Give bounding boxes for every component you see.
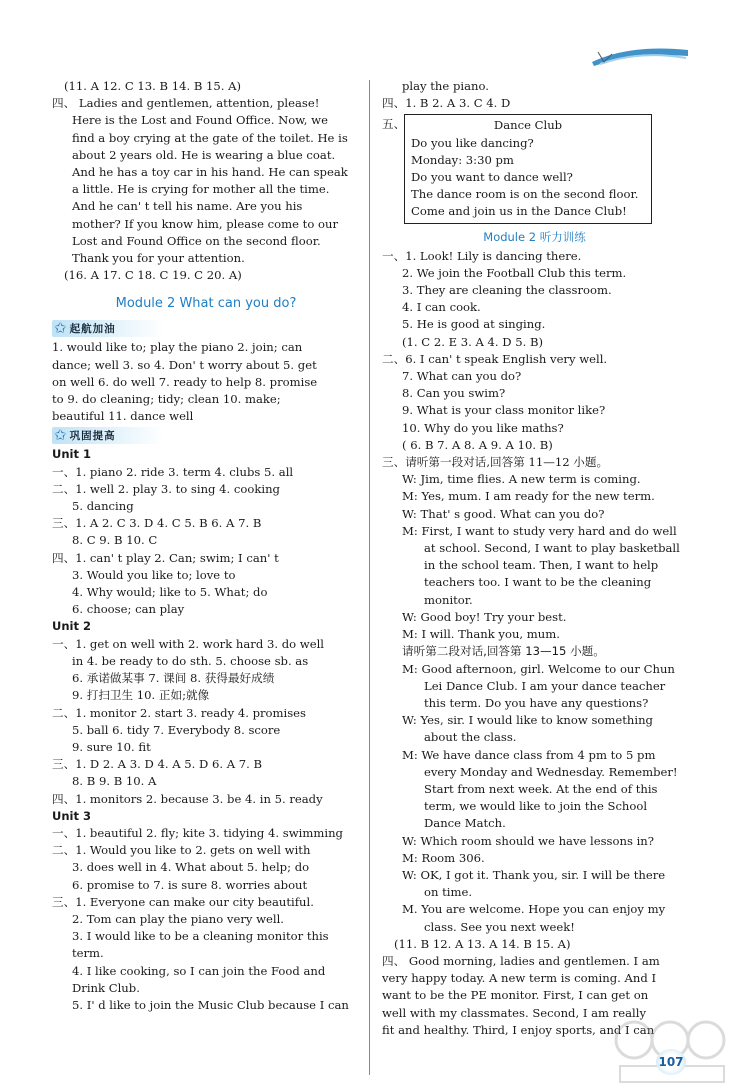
dialog-line: term, we would like to join the School	[424, 799, 648, 814]
dialog-line: W: Good boy! Try your best.	[402, 609, 567, 624]
dialog-line: in the school team. Then, I want to help	[424, 558, 659, 573]
passage-line: Thank you for your attention.	[72, 251, 245, 266]
passage-line: 四、 Ladies and gentlemen, attention, please!	[52, 96, 320, 111]
answer-line: 二、1. Would you like to 2. gets on well with	[52, 843, 311, 858]
script-line: (1. C 2. E 3. A 4. D 5. B)	[402, 334, 544, 349]
answer-line: 5. ball 6. tidy 7. Everybody 8. score	[72, 722, 281, 737]
answer-line: 三、1. D 2. A 3. D 4. A 5. D 6. A 7. B	[52, 757, 263, 772]
answer-line: play the piano.	[402, 79, 489, 93]
dialog-one	[382, 471, 687, 643]
poster-title: Dance Club	[493, 118, 563, 133]
passage-line: (16. A 17. C 18. C 19. C 20. A)	[64, 268, 242, 283]
listening-scripts	[382, 248, 687, 472]
passage-line: fit and healthy. Third, I enjoy sports, and I can	[382, 1022, 655, 1037]
dialog-two-intro: 请听第二段对话,回答第 13—15 小题。	[402, 644, 605, 659]
dialog-line: W: OK, I got it. Thank you, sir. I will be there	[402, 867, 666, 882]
answer-line: 9. sure 10. fit	[72, 739, 151, 754]
module-title: Module 2 What can you do?	[115, 296, 297, 312]
answer-line: 2. Tom can play the piano very well.	[72, 911, 284, 926]
answer-line: 三、1. A 2. C 3. D 4. C 5. B 6. A 7. B	[52, 516, 262, 531]
answer-line: 5. dancing	[72, 499, 134, 514]
dialog-line: teachers too. I want to be the cleaning	[424, 575, 652, 590]
answer-line: term.	[72, 946, 104, 961]
passage-line: a little. He is crying for mother all the time.	[72, 182, 330, 197]
answer-line: Drink Club.	[72, 980, 140, 995]
script-line: 9. What is your class monitor like?	[402, 403, 606, 418]
dialog-line: at school. Second, I want to play basketball	[424, 541, 680, 556]
answer-line: 6. 承诺做某事 7. 课间 8. 获得最好成绩	[72, 671, 275, 686]
star-icon: ✩	[54, 426, 67, 445]
dialog-line: Start from next week. At the end of this	[424, 781, 658, 796]
answer-line: 4. I like cooking, so I can join the Food and	[72, 963, 326, 978]
unit2-answers	[52, 636, 360, 808]
dialog-line: every Monday and Wednesday. Remember!	[424, 764, 678, 779]
script-line: 一、1. Look! Lily is dancing there.	[382, 248, 582, 263]
answer-line: 6. promise to 7. is sure 8. worries about	[72, 877, 308, 892]
answer-line: 1. would like to; play the piano 2. join; can	[52, 340, 303, 355]
answer-line: 二、1. monitor 2. start 3. ready 4. promises	[52, 705, 306, 720]
dialog-line: monitor.	[424, 592, 473, 607]
dialog-line: M: I will. Thank you, mum.	[402, 627, 560, 642]
dialog-line: this term. Do you have any questions?	[424, 695, 649, 710]
script-line: 2. We join the Football Club this term.	[402, 265, 627, 280]
dialog-line: W: Yes, sir. I would like to know something	[402, 713, 653, 728]
dance-club-poster	[404, 114, 652, 223]
listening-passage-4	[52, 95, 360, 284]
unit-heading: Unit 1	[52, 447, 91, 462]
poster-lines	[411, 135, 645, 221]
answer-line: 8. B 9. B 10. A	[72, 774, 157, 789]
answer-line: beautiful 11. dance well	[52, 409, 194, 424]
writing-section-5	[382, 114, 687, 223]
answer-line: (11. A 12. C 13. B 14. B 15. A)	[64, 79, 242, 93]
answer-line: 一、1. piano 2. ride 3. term 4. clubs 5. all	[52, 464, 294, 479]
poster-line: The dance room is on the second floor.	[411, 187, 639, 202]
script-line: ( 6. B 7. A 8. A 9. A 10. B)	[402, 437, 553, 452]
script-line: 10. Why do you like maths?	[402, 420, 564, 435]
passage-line: very happy today. A new term is coming. And I	[382, 971, 657, 986]
script-line: 二、6. I can' t speak English very well.	[382, 351, 608, 366]
unit3-answers	[52, 825, 360, 1014]
section-label: 巩固提高	[69, 430, 116, 443]
section-number: 五、	[382, 117, 406, 132]
poster-line: Come and join us in the Dance Club!	[411, 204, 627, 219]
passage-line: find a boy crying at the gate of the toilet. He is	[72, 130, 348, 145]
dialog-line: M: Room 306.	[402, 850, 485, 865]
dialog-line: on time.	[424, 885, 473, 900]
answer-line: in 4. be ready to do sth. 5. choose sb. as	[72, 653, 309, 668]
answer-line: 一、1. get on well with 2. work hard 3. do well	[52, 636, 324, 651]
header-swoosh-decoration	[590, 42, 690, 68]
dialog-line: W: Which room should we have lessons in?	[402, 833, 654, 848]
answer-line: 二、1. well 2. play 3. to sing 4. cooking	[52, 481, 280, 496]
answer-line: (11. B 12. A 13. A 14. B 15. A)	[394, 936, 571, 951]
section-header-gonggu	[52, 427, 164, 444]
passage-line: about 2 years old. He is wearing a blue coat.	[72, 147, 336, 162]
page-number: 107	[656, 1049, 686, 1075]
passage-line: And he has a toy car in his hand. He can speak	[72, 165, 348, 180]
answer-line: 8. C 9. B 10. C	[72, 533, 158, 548]
poster-line: Do you want to dance well?	[411, 170, 573, 185]
left-column	[52, 78, 360, 1014]
passage-line: well with my classmates. Second, I am really	[382, 1005, 646, 1020]
script-line: 4. I can cook.	[402, 300, 481, 315]
section-qihang-answers	[52, 339, 360, 425]
answer-line: to 9. do cleaning; tidy; clean 10. make;	[52, 392, 281, 407]
answer-line: 5. I' d like to join the Music Club because I can	[72, 997, 349, 1012]
script-line: 8. Can you swim?	[402, 386, 506, 401]
section-header-qihang	[52, 320, 164, 337]
dialog-line: M. You are welcome. Hope you can enjoy my	[402, 902, 666, 917]
star-icon: ✩	[54, 319, 67, 338]
right-column	[382, 78, 687, 1039]
unit1-answers	[52, 464, 360, 619]
answer-line: 4. Why would; like to 5. What; do	[72, 585, 268, 600]
answer-line: 6. choose; can play	[72, 602, 185, 617]
dialog-two	[382, 661, 687, 936]
answer-line: 四、1. can' t play 2. Can; swim; I can' t	[52, 550, 279, 565]
dialog-line: Lei Dance Club. I am your dance teacher	[424, 678, 666, 693]
script-line: 5. He is good at singing.	[402, 317, 546, 332]
dialog-line: class. See you next week!	[424, 919, 575, 934]
passage-line: want to be the PE monitor. First, I can get on	[382, 988, 649, 1003]
answer-line: 3. Would you like to; love to	[72, 567, 236, 582]
answer-line: 9. 打扫卫生 10. 正如;就像	[72, 688, 210, 703]
passage-line: Here is the Lost and Found Office. Now, we	[72, 113, 328, 128]
answer-line: 四、1. monitors 2. because 3. be 4. in 5. ready	[52, 791, 323, 806]
dialog-line: M: First, I want to study very hard and do well	[402, 523, 677, 538]
dialog-line: Dance Match.	[424, 816, 506, 831]
unit-heading: Unit 3	[52, 808, 91, 823]
dialog-line: M: We have dance class from 4 pm to 5 pm	[402, 747, 656, 762]
answer-line: dance; well 3. so 4. Don' t worry about 5. get	[52, 357, 317, 372]
answer-line: on well 6. do well 7. ready to help 8. promise	[52, 374, 318, 389]
dialog-line: M: Good afternoon, girl. Welcome to our Chun	[402, 661, 675, 676]
unit-heading: Unit 2	[52, 619, 91, 634]
dialog-line: W: That' s good. What can you do?	[402, 506, 605, 521]
answer-line: 3. does well in 4. What about 5. help; do	[72, 860, 310, 875]
column-divider	[369, 80, 370, 1075]
answer-line: 三、1. Everyone can make our city beautiful.	[52, 894, 314, 909]
dialog-line: W: Jim, time flies. A new term is coming.	[402, 472, 641, 487]
dialog-line: M: Yes, mum. I am ready for the new term.	[402, 489, 655, 504]
dialog-line: about the class.	[424, 730, 517, 745]
script-line: 7. What can you do?	[402, 369, 522, 384]
script-line: 三、请听第一段对话,回答第 11—12 小题。	[382, 455, 609, 470]
script-line: 3. They are cleaning the classroom.	[402, 283, 612, 298]
module-listening-title: Module 2 听力训练	[483, 229, 586, 244]
section-label: 起航加油	[69, 323, 116, 336]
answer-line: 3. I would like to be a cleaning monitor this	[72, 929, 329, 944]
passage-line: mother? If you know him, please come to our	[72, 216, 338, 231]
answer-line: 四、1. B 2. A 3. C 4. D	[382, 96, 511, 111]
poster-line: Monday: 3:30 pm	[411, 152, 514, 167]
passage-line: And he can' t tell his name. Are you his	[72, 199, 303, 214]
answer-line: 一、1. beautiful 2. fly; kite 3. tidying 4. swimming	[52, 825, 343, 840]
passage-line: Lost and Found Office on the second floor.	[72, 233, 321, 248]
passage-line: 四、 Good morning, ladies and gentlemen. I am	[382, 953, 660, 968]
poster-line: Do you like dancing?	[411, 135, 534, 150]
